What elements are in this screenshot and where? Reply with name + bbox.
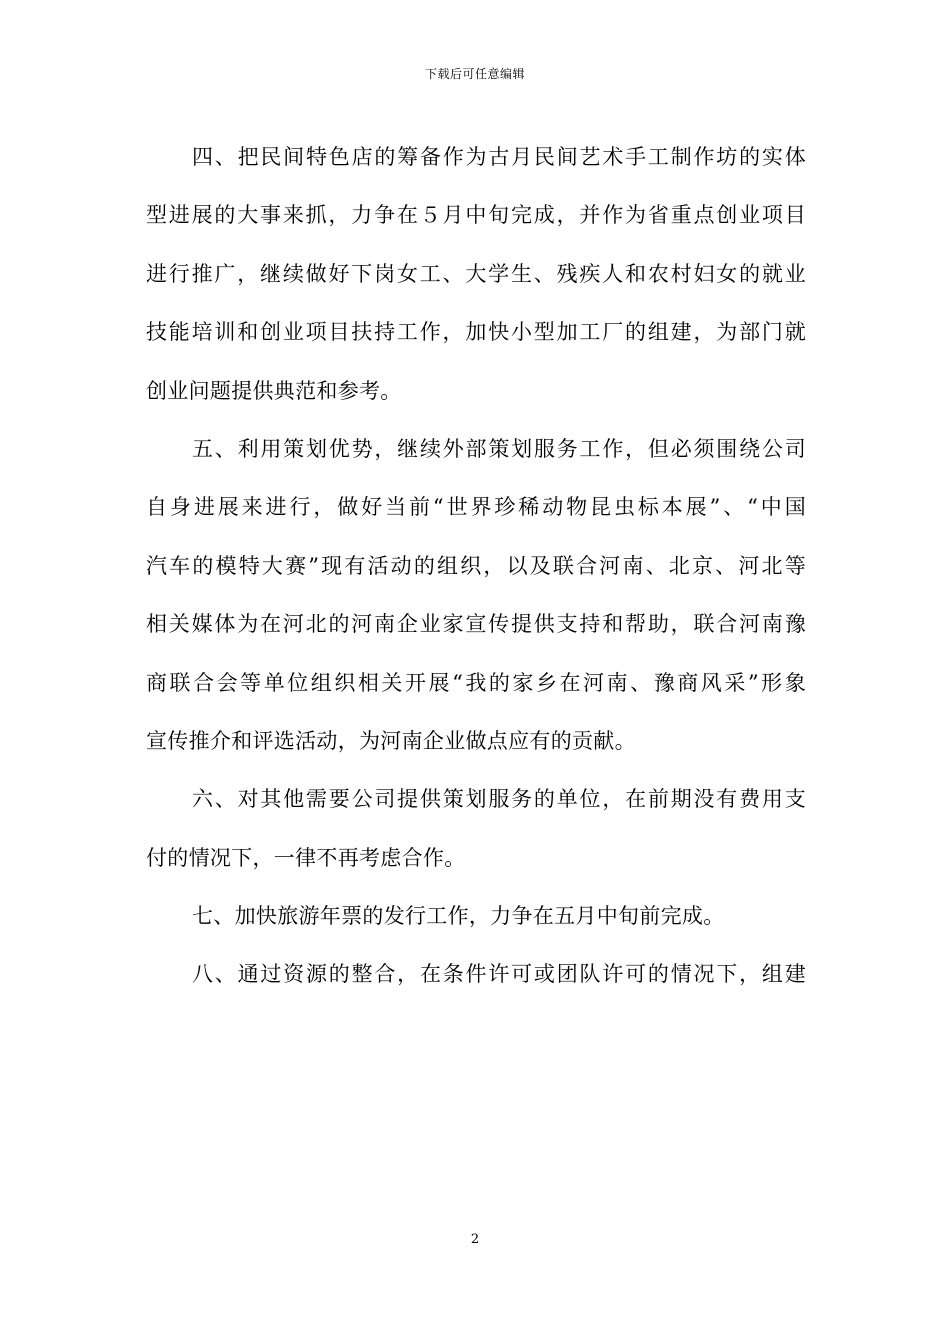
paragraph-line: 汽车的模特大赛”现有活动的组织，以及联合河南、北京、河北等 <box>146 553 806 578</box>
paragraph-line: 七、加快旅游年票的发行工作，力争在五月中旬前完成。 <box>192 904 725 929</box>
page-header: 下载后可任意编辑 <box>424 67 525 81</box>
paragraph-line: 相关媒体为在河北的河南企业家宣传提供支持和帮助，联合河南豫 <box>146 612 806 637</box>
paragraph-line: 商联合会等单位组织相关开展“我的家乡在河南、豫商风采”形象 <box>146 670 806 695</box>
document-body <box>146 128 806 1004</box>
paragraph-line: 技能培训和创业项目扶持工作，加快小型加工厂的组建，为部门就 <box>146 320 806 345</box>
paragraph-line: 五、利用策划优势，继续外部策划服务工作，但必须围绕公司 <box>192 436 806 461</box>
paragraph-line: 宣传推介和评选活动，为河南企业做点应有的贡献。 <box>146 728 636 753</box>
paragraph-line: 型进展的大事来抓，力争在５月中旬完成，并作为省重点创业项目 <box>146 203 806 228</box>
paragraph-line: 八、通过资源的整合，在条件许可或团队许可的情况下，组建 <box>192 962 806 987</box>
paragraph-line: 自身进展来进行，做好当前“世界珍稀动物昆虫标本展”、“中国 <box>146 495 806 520</box>
paragraph-line: 付的情况下，一律不再考虑合作。 <box>146 845 466 870</box>
paragraph-line: 进行推广，继续做好下岗女工、大学生、残疾人和农村妇女的就业 <box>146 261 806 286</box>
page-number: 2 <box>470 1232 480 1247</box>
paragraph-line: 六、对其他需要公司提供策划服务的单位，在前期没有费用支 <box>192 787 806 812</box>
paragraph-line: 创业问题提供典范和参考。 <box>146 378 402 403</box>
paragraph-line: 四、把民间特色店的筹备作为古月民间艺术手工制作坊的实体 <box>192 145 806 169</box>
